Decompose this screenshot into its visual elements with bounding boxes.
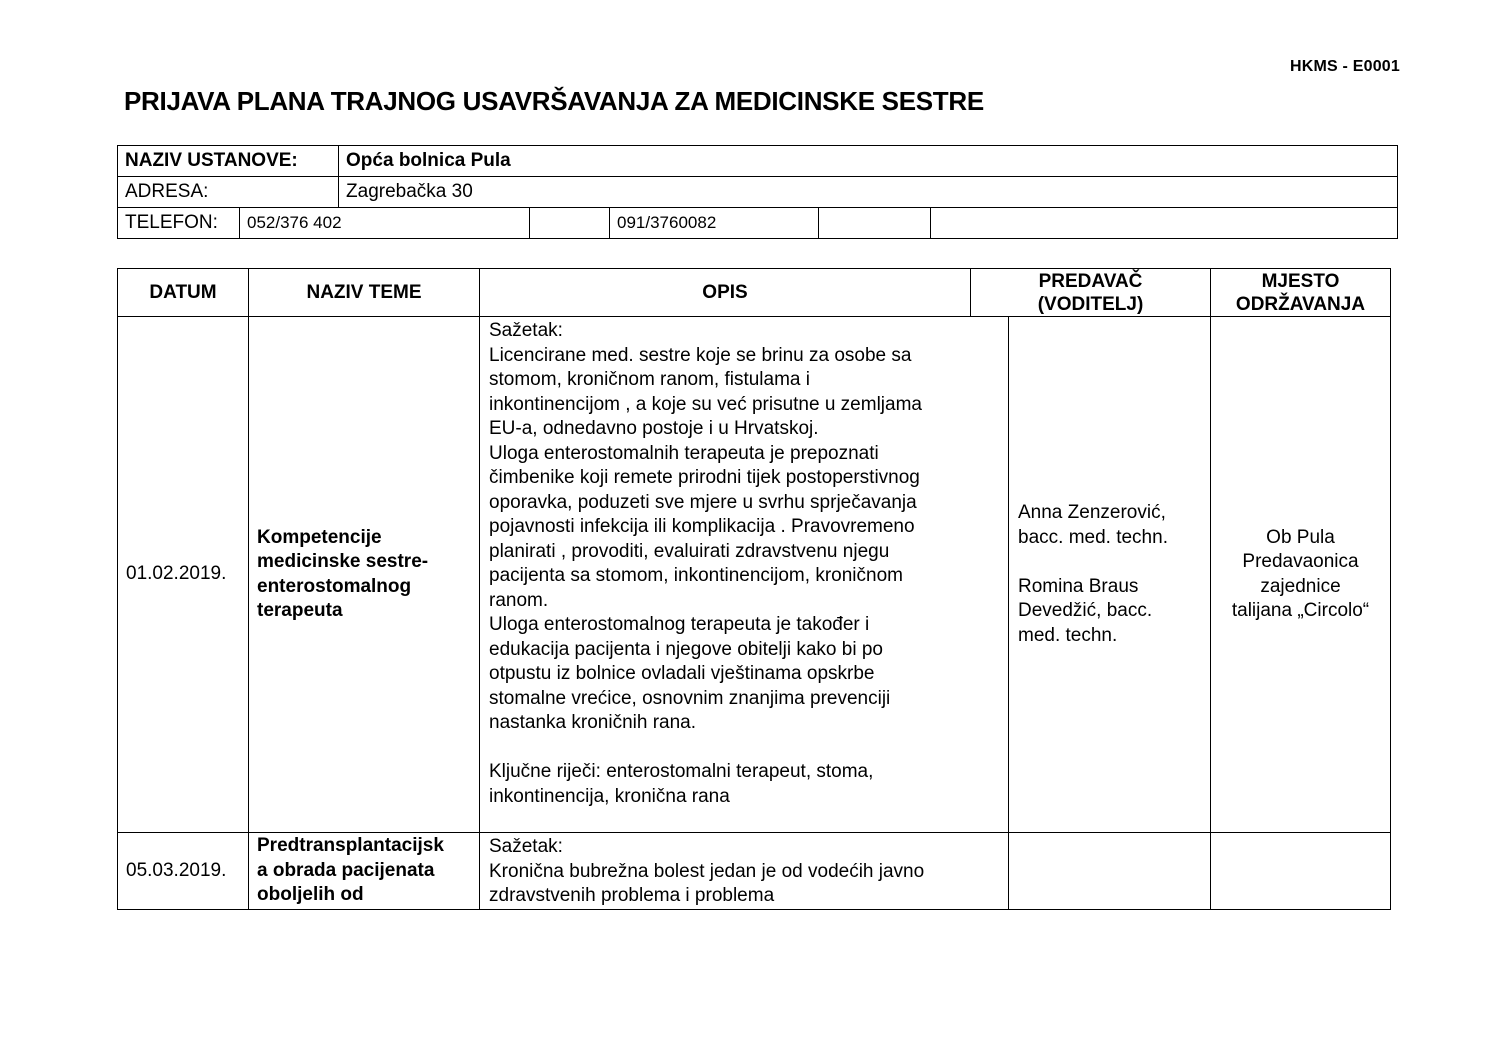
- lecturer-line: Anna Zenzerović,: [1018, 502, 1166, 523]
- topic-line: enterostomalnog: [257, 575, 412, 597]
- description-line: otpustu iz bolnice ovladali vještinama opskrbe: [489, 663, 875, 684]
- phone-empty-cell: [931, 208, 1398, 239]
- document-code: HKMS - E0001: [1290, 58, 1400, 75]
- description-gap: [489, 736, 1002, 761]
- header-venue: [1211, 269, 1391, 317]
- description-line: Kronična bubrežna bolest jedan je od vodećih javno: [489, 860, 925, 882]
- phone-2-value: 091/3760082: [610, 208, 819, 239]
- row-lecturer: [1009, 833, 1211, 910]
- description-line: stomalne vrećice, osnovnim znanjima prevenciji: [489, 687, 891, 709]
- phone-empty-cell: [530, 208, 610, 239]
- row-description: [480, 833, 1009, 910]
- description-line: EU-a, odnedavno postoje i u Hrvatskoj.: [489, 418, 819, 439]
- document-title: PRIJAVA PLANA TRAJNOG USAVRŠAVANJA ZA MEDICINSKE SESTRE: [124, 86, 984, 116]
- row-date: 05.03.2019.: [118, 833, 249, 910]
- education-plan-table: [117, 268, 1391, 910]
- row-topic: [249, 317, 480, 833]
- description-line: Uloga enterostomalnog terapeuta je također i: [489, 614, 870, 635]
- description-line: pojavnosti infekcija ili komplikacija . Pravovremeno: [489, 516, 915, 537]
- row-description: [480, 317, 1009, 833]
- venue-line: talijana „Circolo“: [1231, 600, 1370, 621]
- header-lecturer-line2: (VODITELJ): [1037, 293, 1144, 315]
- header-date: DATUM: [118, 269, 249, 317]
- venue-line: zajednice: [1260, 575, 1341, 597]
- description-line: Sažetak:: [489, 320, 563, 341]
- description-line: planirati , provoditi, evaluirati zdravstvenu njegu: [489, 540, 890, 562]
- description-line: pacijenta sa stomom, inkontinencijom, kroničnom: [489, 565, 903, 586]
- table-header-row: [118, 269, 1391, 317]
- description-line: Licencirane med. sestre koje se brinu za osobe sa: [489, 344, 912, 366]
- topic-line: Predtransplantacijsk: [257, 835, 444, 856]
- topic-line: Kompetencije: [257, 526, 382, 548]
- lecturer-line: med. techn.: [1018, 624, 1118, 646]
- header-lecturer-line1: PREDAVAČ: [1038, 270, 1143, 292]
- institution-name-row: [118, 146, 1398, 177]
- description-line: stomom, kroničnom ranom, fistulama i: [489, 369, 810, 390]
- institution-table: [117, 145, 1398, 239]
- topic-line: oboljelih od: [257, 884, 364, 905]
- lecturer-line: Romina Braus: [1018, 575, 1139, 597]
- header-venue-line2: ODRŽAVANJA: [1235, 293, 1366, 315]
- description-line: ranom.: [489, 589, 549, 611]
- table-row: [118, 317, 1391, 833]
- description-line: inkontinencijom , a koje su već prisutne u zemljama: [489, 393, 922, 415]
- row-topic: [249, 833, 480, 910]
- lecturer-line: Devedžić, bacc.: [1018, 600, 1153, 621]
- header-topic: NAZIV TEME: [249, 269, 480, 317]
- table-row: [118, 833, 1391, 910]
- address-value: Zagrebačka 30: [339, 177, 1398, 208]
- address-label: ADRESA:: [118, 177, 339, 208]
- topic-line: terapeuta: [257, 600, 343, 621]
- description-line: čimbenike koji remete prirodni tijek postoperstivnog: [489, 467, 920, 488]
- header-lecturer: [971, 269, 1210, 316]
- header-description: OPIS: [480, 269, 971, 316]
- institution-phone-row: [118, 208, 1398, 239]
- venue-line: Ob Pula: [1266, 526, 1335, 548]
- topic-line: medicinske sestre-: [257, 551, 429, 572]
- description-line: nastanka kroničnih rana.: [489, 712, 697, 733]
- phone-empty-cell: [819, 208, 931, 239]
- description-line: inkontinencija, kronična rana: [489, 785, 730, 807]
- description-line: Ključne riječi: enterostomalni terapeut, stoma,: [489, 761, 874, 782]
- header-venue-line1: MJESTO: [1261, 270, 1340, 292]
- description-line: Sažetak:: [489, 836, 563, 857]
- venue-line: Predavaonica: [1242, 551, 1359, 572]
- row-venue: [1211, 317, 1391, 833]
- row-lecturer: [1009, 317, 1211, 833]
- row-date: 01.02.2019.: [118, 317, 249, 833]
- lecturer-line: bacc. med. techn.: [1018, 526, 1168, 548]
- description-line: zdravstvenih problema i problema: [489, 885, 775, 906]
- institution-address-row: [118, 177, 1398, 208]
- institution-name-value: Opća bolnica Pula: [339, 146, 1398, 177]
- description-line: edukacija pacijenta i njegove obitelji kako bi po: [489, 638, 883, 660]
- phone-label: TELEFON:: [118, 208, 240, 239]
- topic-line: a obrada pacijenata: [257, 859, 435, 881]
- header-description-lecturer: [480, 269, 1211, 317]
- description-line: oporavka, poduzeti sve mjere u svrhu sprječavanja: [489, 491, 917, 513]
- institution-name-label: NAZIV USTANOVE:: [118, 146, 339, 177]
- description-line: Uloga enterostomalnih terapeuta je prepoznati: [489, 442, 879, 464]
- row-venue: [1211, 833, 1391, 910]
- lecturer-gap: [1018, 550, 1204, 575]
- phone-1-value: 052/376 402: [240, 208, 530, 239]
